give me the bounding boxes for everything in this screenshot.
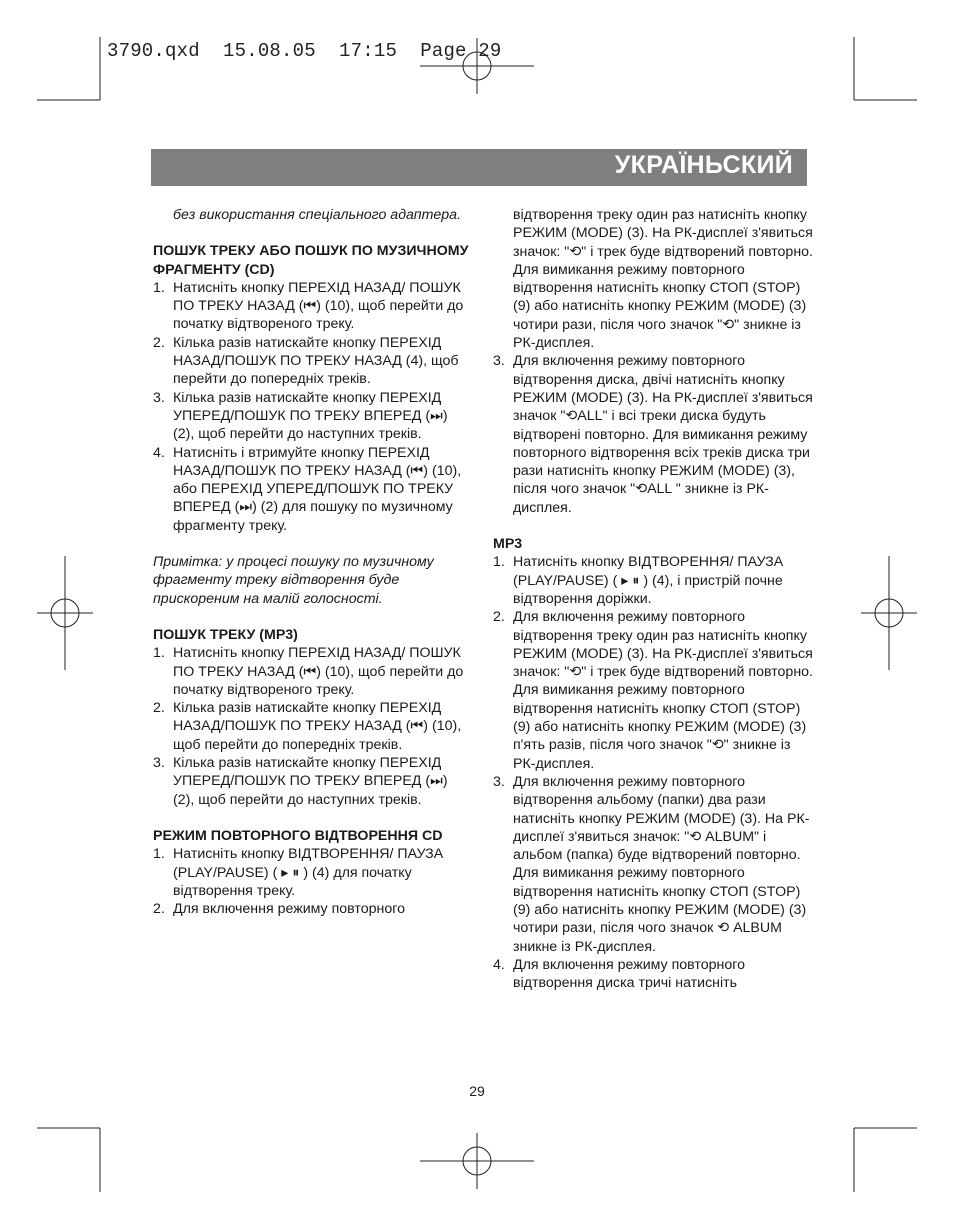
- right-column: [493, 206, 815, 992]
- list-item: 3. Кілька разів натискайте кнопку ПЕРЕХІД УПЕРЕД/ПОШУК ПО ТРЕКУ ВПЕРЕД (⏭) (2), щоб перейти до наступних треків.: [153, 389, 448, 443]
- list-item: 2. Для включення режиму повторного відтворення треку один раз натисніть кнопку РЕЖИМ (MODE) (3). На РК-дисплеї з'явиться значок: "⟲" і трек буде відтворений повторно. Для вимикання режиму повторного відтворення натисніть кнопку СТОП (STOP) (9) або натисніть кнопку РЕЖИМ (MODE) (3) п'ять разів, після чого значок "⟲" зникне із РК-дисплея.: [493, 609, 813, 772]
- section-heading-mp3: МР3: [493, 536, 523, 553]
- registration-mark-left: [37, 556, 93, 670]
- repeat-cd-list-continued: [493, 352, 815, 517]
- intro-text: без використання спеціального адаптера.: [173, 207, 462, 223]
- language-banner: [151, 149, 807, 186]
- registration-mark-bottom: [420, 1133, 534, 1189]
- list-item: 2. Кілька разів натискайте кнопку ПЕРЕХІД НАЗАД/ПОШУК ПО ТРЕКУ НАЗАД (⏮) (10), щоб перейти до попередніх треків.: [153, 700, 462, 753]
- repeat-cd-list: [153, 845, 471, 918]
- registration-mark-right: [861, 556, 917, 670]
- list-item: 3. Для включення режиму повторного відтворення диска, двічі натисніть кнопку РЕЖИМ (MODE) (3). На РК-дисплеї з'явиться значок "⟲ALL" і всі треки диска будуть відтворені повторно. Для вимикання режиму повторного відтворення всіх треків диска три рази натисніть кнопку РЕЖИМ (MODE) (3), після чого значок "⟲ALL " зникне із РК-дисплея.: [493, 353, 813, 516]
- list-item: 1. Натисніть кнопку ПЕРЕХІД НАЗАД/ ПОШУК ПО ТРЕКУ НАЗАД (⏮) (10), щоб перейти до початку відтвореного треку.: [153, 645, 464, 698]
- note-text: Примітка: у процесі пошуку по музичному фрагменту треку відтворення буде прискореним на малій голосності.: [153, 554, 434, 607]
- list-item: 3. Кілька разів натискайте кнопку ПЕРЕХІД УПЕРЕД/ПОШУК ПО ТРЕКУ ВПЕРЕД (⏭) (2), щоб перейти до наступних треків.: [153, 755, 448, 808]
- section-heading-track-search-mp3: ПОШУК ТРЕКУ (МР3): [153, 626, 298, 643]
- registration-mark-top: [420, 38, 534, 94]
- list-item: 4. Натисніть і втримуйте кнопку ПЕРЕХІД НАЗАД/ПОШУК ПО ТРЕКУ НАЗАД (⏮) (10), або ПЕРЕХІД УПЕРЕД/ПОШУК ПО ТРЕКУ ВПЕРЕД (⏭) (2) для пошуку по музичному фрагменту треку.: [153, 444, 462, 534]
- track-search-mp3-list: [153, 644, 471, 809]
- section-heading-track-search-cd: ПОШУК ТРЕКУ АБО ПОШУК ПО МУЗИЧНОМУ ФРАГМЕНТУ (CD): [153, 243, 469, 278]
- list-item: 2. Для включення режиму повторного: [153, 901, 405, 918]
- list-item: 1. Натисніть кнопку ВІДТВОРЕННЯ/ ПАУЗА (PLAY/PAUSE) ( ▸ ⏸ ) (4), і пристрій почне відтворення доріжки.: [493, 554, 784, 607]
- track-search-cd-list: [153, 279, 471, 535]
- list-item: 4. Для включення режиму повторного відтворення диска тричі натисніть: [493, 956, 745, 992]
- page-number: 29: [469, 1083, 485, 1099]
- left-column: [153, 206, 471, 918]
- list-item: 1. Натисніть кнопку ПЕРЕХІД НАЗАД/ ПОШУК ПО ТРЕКУ НАЗАД (⏮) (10), щоб перейти до початку відтвореного треку.: [153, 279, 464, 333]
- mp3-repeat-list: [493, 553, 815, 992]
- list-item: 2. Кілька разів натискайте кнопку ПЕРЕХІД НАЗАД/ПОШУК ПО ТРЕКУ НАЗАД (4), щоб перейти до попередніх треків.: [153, 334, 459, 388]
- list-item: 3. Для включення режиму повторного відтворення альбому (папки) два рази натисніть кнопку РЕЖИМ (MODE) (3). На РК-дисплеї з'явиться значок: "⟲ ALBUM" і альбом (папка) буде відтворений повторно. Для вимикання режиму повторного відтворення натисніть кнопку СТОП (STOP) (9) або натисніть кнопку РЕЖИМ (MODE) (3) чотири рази, після чого значок ⟲ ALBUM зникне із РК-дисплея.: [493, 773, 810, 955]
- list-item: 1. Натисніть кнопку ВІДТВОРЕННЯ/ ПАУЗА (PLAY/PAUSE) ( ▸ ⏸ ) (4) для початку відтворення треку.: [153, 846, 444, 899]
- section-heading-repeat-cd: РЕЖИМ ПОВТОРНОГО ВІДТВОРЕННЯ CD: [153, 827, 443, 844]
- print-slug: 3790.qxd 15.08.05 17:15 Page 29: [107, 40, 502, 62]
- continued-text: відтворення треку один раз натисніть кнопку РЕЖИМ (MODE) (3). На РК-дисплеї з'явиться значок: "⟲" і трек буде відтворений повторно. Для вимикання режиму повторного відтворення натисніть кнопку СТОП (STOP) (9) або натисніть кнопку РЕЖИМ (MODE) (3) чотири рази, після чого значок "⟲" зникне із РК-дисплея.: [513, 207, 813, 352]
- language-title: УКРАЇНЬСКИЙ: [614, 151, 793, 179]
